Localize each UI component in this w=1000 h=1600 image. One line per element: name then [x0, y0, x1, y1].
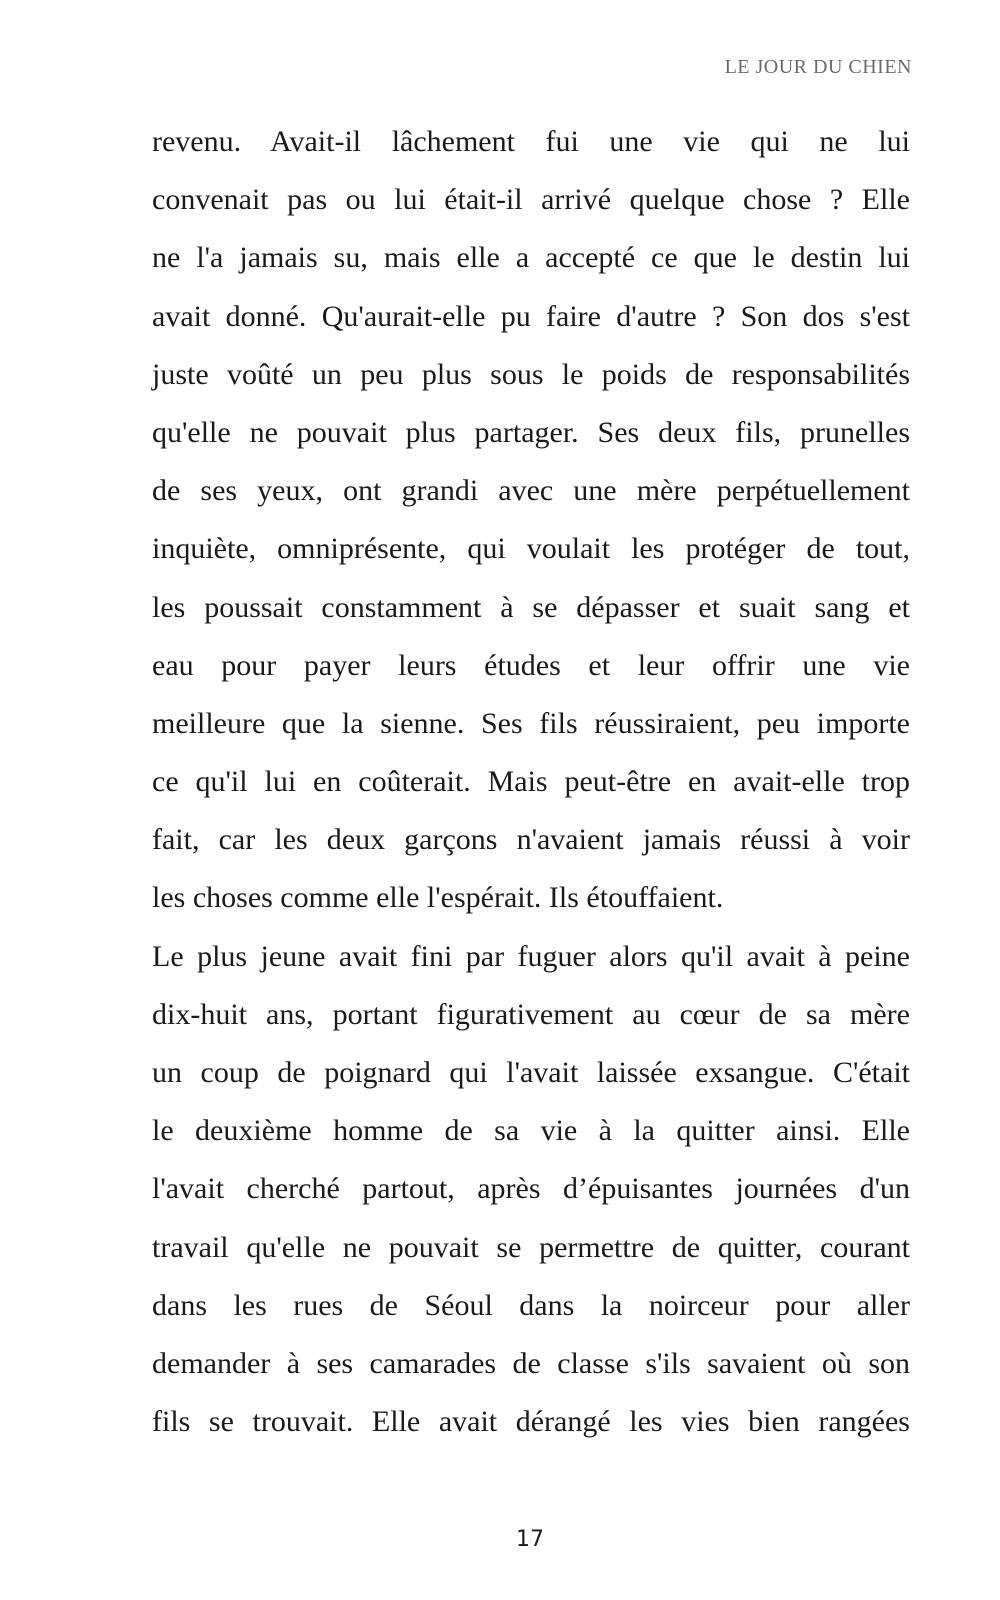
text-line: le deuxième homme de sa vie à la quitter ainsi. Elle	[152, 1114, 910, 1148]
text-line: inquiète, omniprésente, qui voulait les protéger de tout,	[152, 532, 910, 566]
text-line: un coup de poignard qui l'avait laissée exsangue. C'était	[152, 1056, 910, 1089]
text-line: ce qu'il lui en coûterait. Mais peut-être en avait-elle trop	[152, 765, 910, 799]
text-line: eau pour payer leurs études et leur offrir une vie	[152, 648, 910, 682]
running-header-title: LE JOUR DU CHIEN	[724, 56, 912, 78]
page-number: 17	[516, 1527, 544, 1552]
text-line: demander à ses camarades de classe s'ils savaient où son	[152, 1346, 910, 1380]
text-line: qu'elle ne pouvait plus partager. Ses deux fils, prunelles	[152, 415, 910, 449]
paragraph-1	[152, 113, 910, 928]
text-line: l'avait cherché partout, après d’épuisantes journées d'un	[152, 1172, 910, 1206]
text-line: revenu. Avait-il lâchement fui une vie qui ne lui	[152, 125, 910, 158]
text-line: fils se trouvait. Elle avait dérangé les vies bien rangées	[152, 1405, 910, 1439]
text-line: fait, car les deux garçons n'avaient jamais réussi à voir	[152, 823, 910, 857]
text-line: de ses yeux, ont grandi avec une mère perpétuellement	[152, 474, 910, 508]
text-line: les choses comme elle l'espérait. Ils étouffaient.	[152, 881, 724, 915]
paragraph-2	[152, 928, 910, 1452]
body-text	[152, 113, 910, 1451]
text-line: juste voûté un peu plus sous le poids de responsabilités	[152, 357, 910, 391]
text-line: convenait pas ou lui était-il arrivé quelque chose ? Elle	[152, 183, 910, 217]
text-line: travail qu'elle ne pouvait se permettre de quitter, courant	[152, 1230, 910, 1264]
text-line: avait donné. Qu'aurait-elle pu faire d'autre ? Son dos s'est	[152, 299, 910, 333]
text-line: dix-huit ans, portant figurativement au cœur de sa mère	[152, 997, 910, 1031]
text-line: ne l'a jamais su, mais elle a accepté ce que le destin lui	[152, 241, 910, 275]
text-line: Le plus jeune avait fini par fuguer alors qu'il avait à peine	[152, 939, 910, 973]
text-line: dans les rues de Séoul dans la noirceur pour aller	[152, 1288, 910, 1322]
text-line: les poussait constamment à se dépasser et suait sang et	[152, 590, 910, 624]
text-line: meilleure que la sienne. Ses fils réussiraient, peu importe	[152, 706, 910, 740]
